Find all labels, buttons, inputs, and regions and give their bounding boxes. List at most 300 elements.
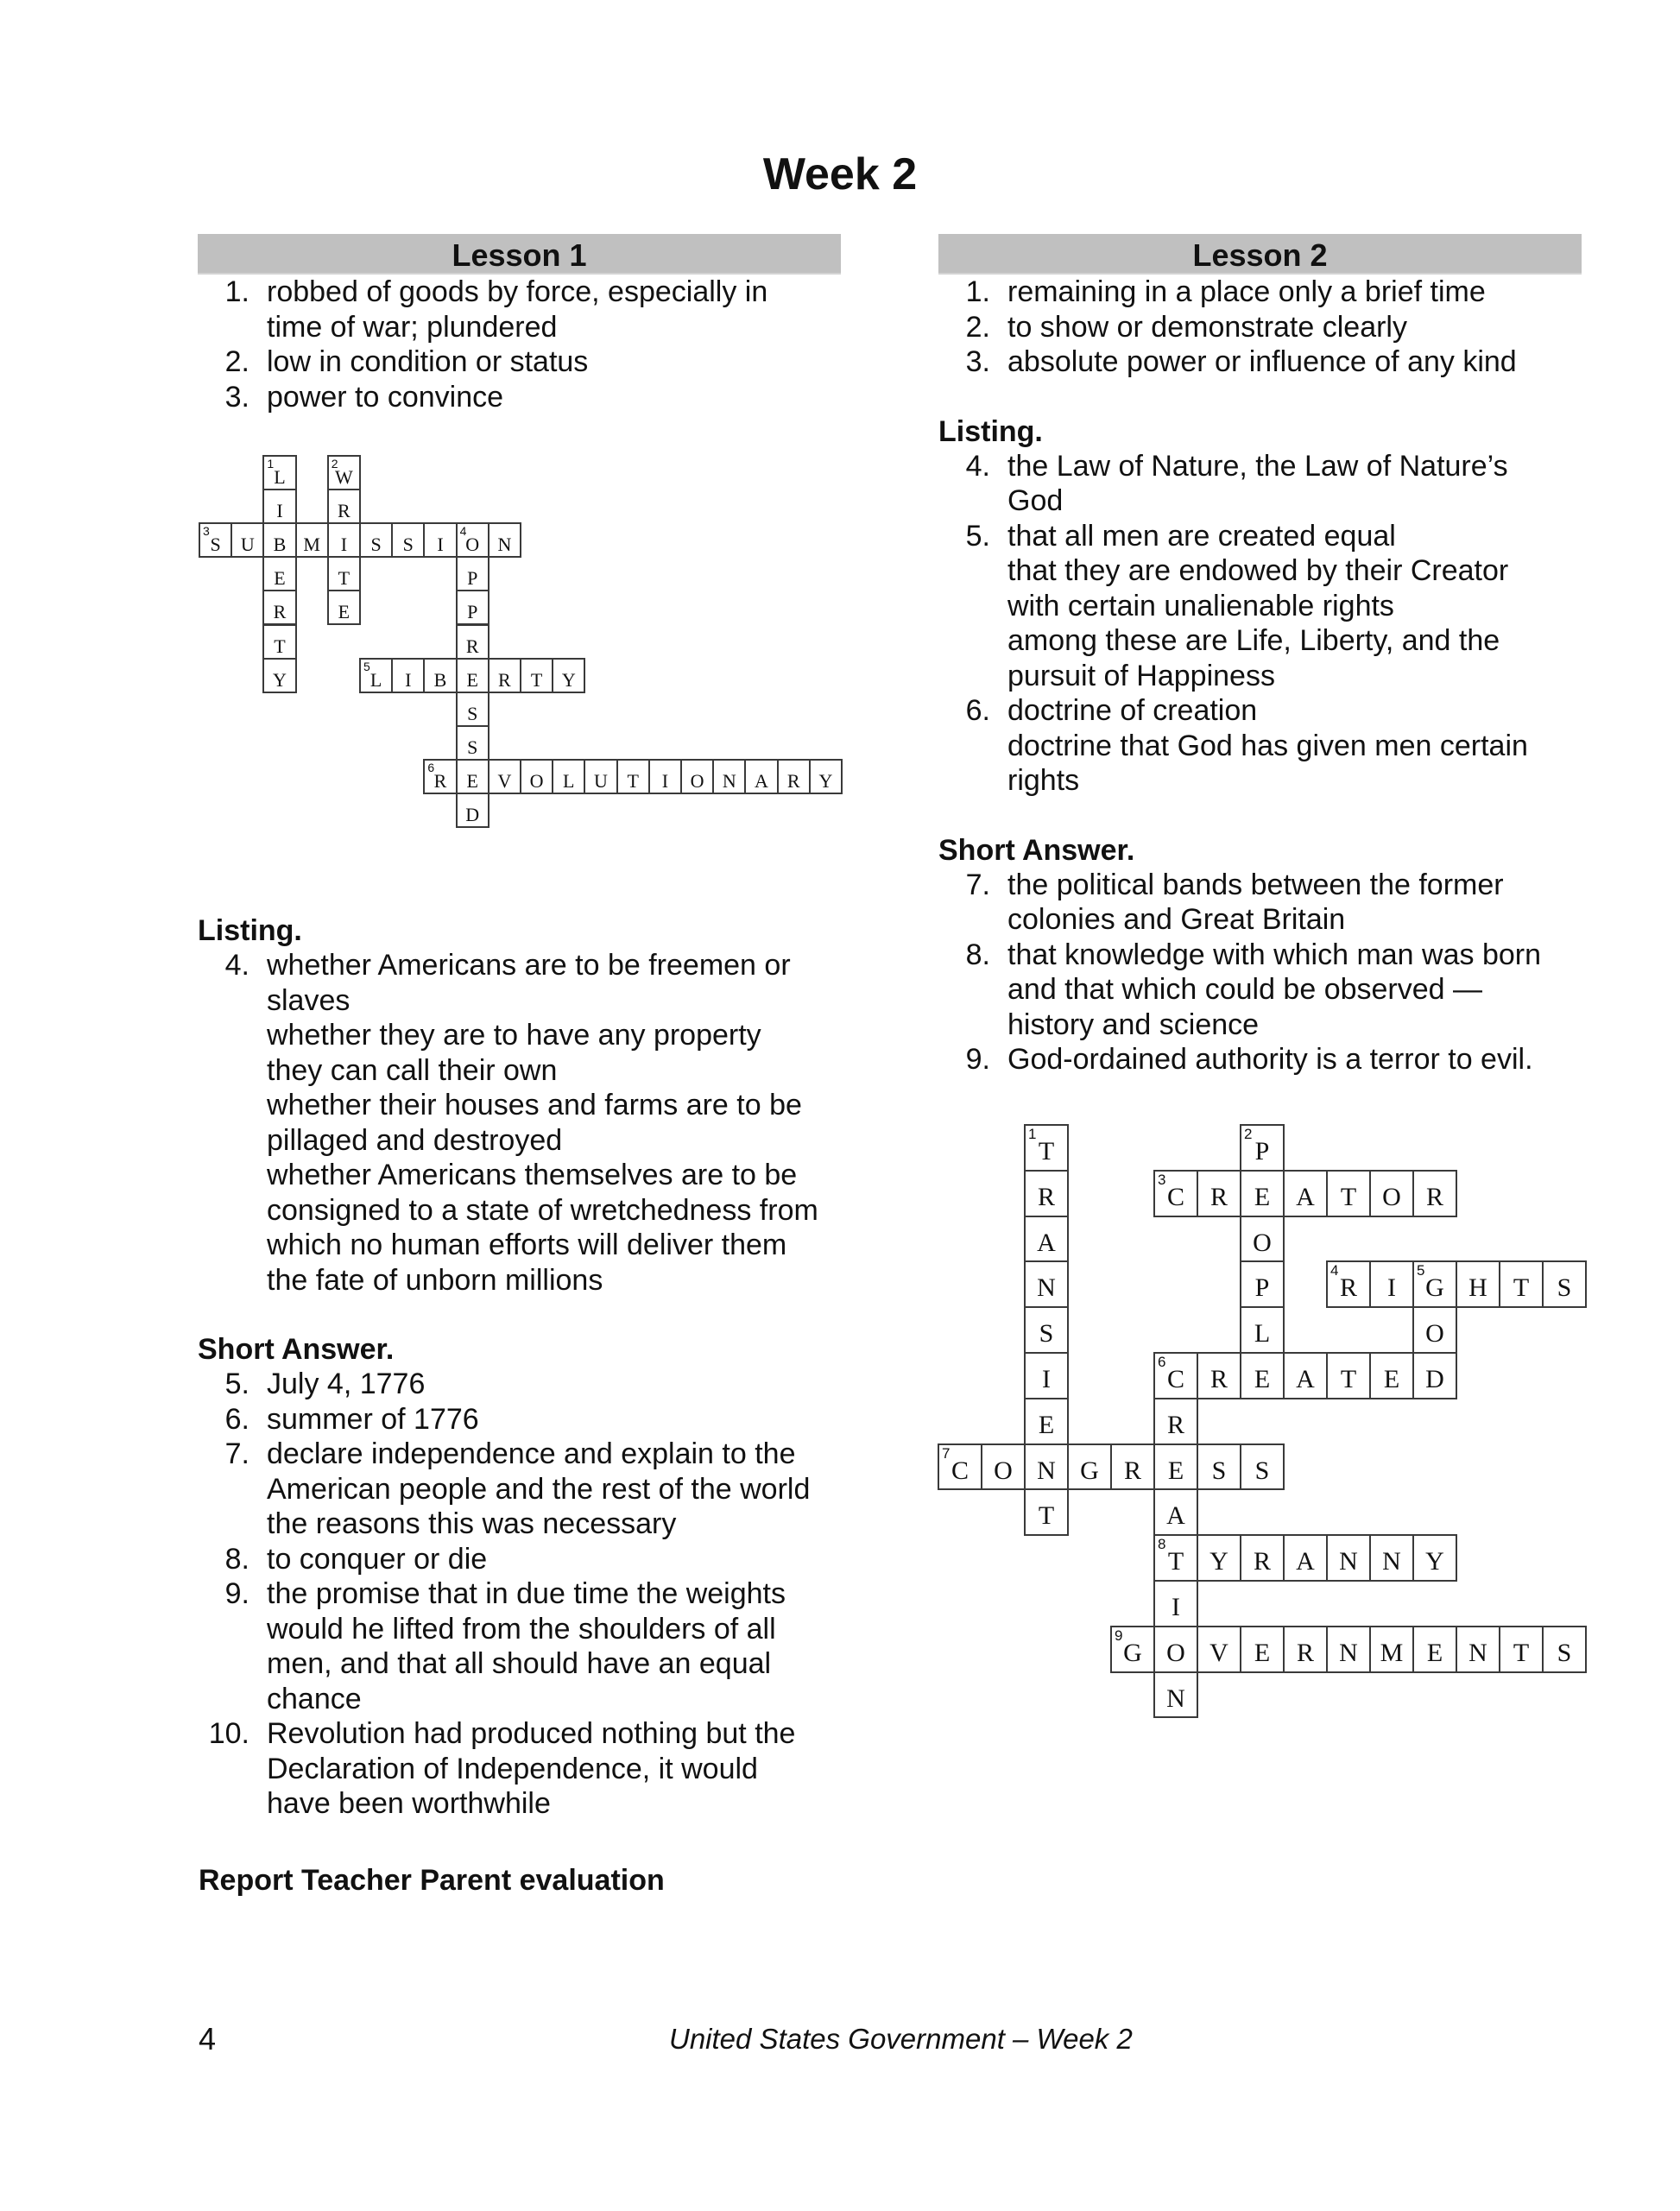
- lesson-1-vocab-list: [198, 275, 841, 414]
- crossword-letter: S: [467, 736, 478, 758]
- crossword-cell: [1326, 1260, 1371, 1308]
- crossword-cell: [327, 489, 361, 524]
- crossword-letter: I: [340, 534, 348, 556]
- crossword-cell: [1197, 1626, 1241, 1673]
- crossword-cell: [1024, 1170, 1069, 1217]
- item-text-line: American people and the rest of the world: [267, 1472, 811, 1506]
- crossword-letter: L: [369, 668, 382, 691]
- crossword-letter: E: [466, 769, 478, 792]
- list-item: [938, 344, 1582, 380]
- item-text-line: summer of 1776: [267, 1402, 479, 1436]
- crossword-clue-number: 6: [427, 760, 435, 774]
- crossword-cell: [1110, 1443, 1155, 1491]
- crossword-letter: Y: [561, 668, 576, 691]
- list-item: [198, 1402, 841, 1437]
- item-text-line: God-ordained authority is a terror to evil.: [1007, 1043, 1533, 1076]
- item-text-line: robbed of goods by force, especially in: [267, 275, 768, 308]
- item-text-line: pillaged and destroyed: [267, 1123, 563, 1157]
- crossword-letter: N: [1339, 1547, 1358, 1576]
- crossword-cell: [1024, 1398, 1069, 1445]
- lesson-2-listing-title: Listing.: [938, 414, 1043, 448]
- crossword-letter: I: [1387, 1273, 1396, 1303]
- crossword-letter: A: [1296, 1182, 1315, 1211]
- lesson-1-header: Lesson 1: [198, 234, 841, 275]
- crossword-cell: [423, 658, 457, 693]
- crossword-cell: [295, 522, 329, 558]
- crossword-letter: T: [1340, 1182, 1357, 1211]
- crossword-letter: C: [1166, 1182, 1184, 1211]
- crossword-cell: [1024, 1260, 1069, 1308]
- crossword-cell: [777, 759, 811, 794]
- crossword-letter: A: [1296, 1365, 1315, 1393]
- crossword-cell: [1326, 1534, 1371, 1582]
- crossword-cell: [1153, 1488, 1198, 1536]
- crossword-cell: [1024, 1352, 1069, 1399]
- item-number: 8.: [224, 1542, 249, 1576]
- crossword-cell: [262, 590, 296, 625]
- item-text-line: and that which could be observed —: [1007, 973, 1483, 1006]
- crossword-letter: A: [1037, 1228, 1056, 1257]
- crossword-cell: [520, 759, 553, 794]
- item-text-line: low in condition or status: [267, 345, 589, 378]
- crossword-clue-number: 6: [1158, 1354, 1166, 1370]
- item-text-line: that knowledge with which man was born: [1007, 938, 1541, 971]
- crossword-letter: C: [951, 1456, 969, 1485]
- crossword-letter: A: [1166, 1501, 1185, 1531]
- crossword-cell: [327, 590, 361, 625]
- item-number: 1.: [224, 275, 249, 308]
- item-number: 9.: [224, 1577, 249, 1610]
- crossword-cell: [1240, 1170, 1285, 1217]
- crossword-letter: E: [338, 601, 351, 623]
- item-number: 8.: [965, 938, 990, 971]
- crossword-cell: [262, 455, 296, 490]
- crossword-letter: O: [1166, 1638, 1185, 1667]
- crossword-cell: [262, 556, 296, 591]
- crossword-letter: N: [497, 534, 512, 556]
- crossword-letter: G: [1080, 1456, 1099, 1485]
- crossword-letter: Y: [273, 668, 287, 691]
- list-item: [938, 868, 1582, 938]
- crossword-letter: O: [529, 769, 544, 792]
- crossword-letter: S: [1557, 1273, 1572, 1303]
- crossword-letter: S: [210, 534, 221, 556]
- crossword-cell: [1197, 1170, 1241, 1217]
- item-text-line: whether Americans themselves are to be: [267, 1159, 798, 1191]
- crossword-cell: [327, 455, 361, 490]
- item-text-line: would he lifted from the shoulders of all: [267, 1612, 776, 1646]
- item-text-line: colonies and Great Britain: [1007, 903, 1346, 936]
- footer-title: United States Government – Week 2: [669, 2023, 1133, 2055]
- crossword-letter: L: [1254, 1319, 1271, 1349]
- crossword-cell: [1412, 1306, 1457, 1354]
- item-number: 6.: [224, 1402, 249, 1436]
- crossword-letter: E: [1038, 1410, 1055, 1439]
- report-evaluation-label: Report Teacher Parent evaluation: [199, 1864, 665, 1897]
- lesson-2-listing-list: [938, 449, 1582, 799]
- crossword-cell: [1153, 1671, 1198, 1719]
- crossword-cell: [1240, 1534, 1285, 1582]
- crossword-cell: [552, 658, 585, 693]
- crossword-cell: [488, 759, 521, 794]
- crossword-letter: R: [498, 668, 511, 691]
- crossword-letter: O: [465, 534, 480, 556]
- item-text-line: have been worthwhile: [267, 1787, 551, 1820]
- item-text-line: the fate of unborn millions: [267, 1263, 603, 1297]
- crossword-letter: O: [1382, 1182, 1401, 1211]
- crossword-cell: [391, 522, 425, 558]
- crossword-cell: [1024, 1216, 1069, 1263]
- crossword-letter: N: [722, 769, 736, 792]
- crossword-letter: T: [1167, 1547, 1184, 1576]
- crossword-letter: I: [1042, 1365, 1051, 1393]
- crossword-letter: E: [466, 668, 478, 691]
- list-item: [198, 948, 841, 1298]
- crossword-letter: O: [690, 769, 704, 792]
- crossword-cell: [1024, 1306, 1069, 1354]
- list-item: [938, 519, 1582, 694]
- item-text-line: that all men are created equal: [1007, 519, 1396, 553]
- crossword-cell: [456, 759, 489, 794]
- crossword-letter: S: [370, 534, 382, 556]
- crossword-letter: V: [497, 769, 512, 792]
- crossword-cell: [456, 590, 489, 625]
- crossword-cell: [359, 658, 393, 693]
- crossword-cell: [1153, 1398, 1198, 1445]
- crossword-letter: S: [467, 702, 478, 724]
- crossword-cell: [456, 725, 489, 761]
- item-number: 5.: [224, 1368, 249, 1400]
- crossword-letter: R: [1253, 1547, 1271, 1576]
- crossword-letter: I: [405, 668, 412, 691]
- crossword-letter: D: [465, 804, 480, 825]
- crossword-letter: B: [273, 534, 287, 556]
- item-text-line: history and science: [1007, 1008, 1260, 1041]
- crossword-cell: [1456, 1260, 1500, 1308]
- list-item: [198, 1716, 841, 1822]
- item-text-line: chance: [267, 1682, 362, 1715]
- crossword-letter: T: [1038, 1501, 1055, 1531]
- crossword-cell: [456, 658, 489, 693]
- crossword-letter: L: [274, 466, 286, 488]
- crossword-letter: Y: [818, 769, 833, 792]
- item-text-line: with certain unalienable rights: [1007, 589, 1394, 622]
- crossword-cell: [1153, 1352, 1198, 1399]
- crossword-cell: [327, 556, 361, 591]
- crossword-cell: [520, 658, 553, 693]
- crossword-letter: M: [1380, 1638, 1404, 1667]
- crossword-letter: P: [1254, 1137, 1270, 1166]
- lesson-1-column: [198, 234, 841, 414]
- crossword-cell: [1153, 1534, 1198, 1582]
- item-text-line: rights: [1007, 764, 1080, 797]
- list-item: [198, 1542, 841, 1577]
- page-title: Week 2: [762, 149, 918, 199]
- item-text-line: Declaration of Independence, it would: [267, 1752, 758, 1785]
- item-text-line: they can call their own: [267, 1053, 558, 1087]
- crossword-letter: R: [1296, 1638, 1314, 1667]
- crossword-letter: R: [1123, 1456, 1141, 1485]
- crossword-cell: [1240, 1626, 1285, 1673]
- crossword-cell: [648, 759, 682, 794]
- item-text-line: declare independence and explain to the: [267, 1437, 796, 1470]
- crossword-letter: R: [1209, 1365, 1228, 1393]
- crossword-cell: [1456, 1626, 1500, 1673]
- crossword-cell: [938, 1443, 982, 1491]
- lesson-2-vocab-list: [938, 275, 1582, 380]
- crossword-clue-number: 2: [331, 457, 338, 471]
- crossword-cell: [1499, 1260, 1544, 1308]
- crossword-letter: R: [465, 635, 479, 657]
- crossword-letter: Y: [1425, 1547, 1444, 1576]
- crossword-letter: E: [274, 567, 286, 590]
- page-number: 4: [199, 2021, 217, 2056]
- crossword-cell: [584, 759, 617, 794]
- crossword-letter: N: [1468, 1638, 1487, 1667]
- item-number: 4.: [965, 449, 990, 483]
- crossword-cell: [1412, 1352, 1457, 1399]
- crossword-cell: [262, 489, 296, 524]
- crossword-letter: R: [1425, 1182, 1443, 1211]
- crossword-cell: [1197, 1443, 1241, 1491]
- crossword-letter: R: [273, 601, 287, 623]
- crossword-letter: T: [274, 635, 286, 657]
- list-item: [198, 275, 841, 344]
- crossword-cell: [488, 522, 521, 558]
- item-text-line: absolute power or influence of any kind: [1007, 345, 1517, 378]
- item-text-line: July 4, 1776: [267, 1368, 426, 1400]
- crossword-cell: [1153, 1443, 1198, 1491]
- crossword-letter: T: [627, 769, 639, 792]
- crossword-letter: A: [1296, 1547, 1315, 1576]
- crossword-cell: [423, 522, 457, 558]
- crossword-letter: H: [1468, 1273, 1487, 1303]
- lesson-1-short-answer-list: [198, 1367, 841, 1822]
- crossword-cell: [1542, 1626, 1587, 1673]
- list-item: [198, 1437, 841, 1542]
- crossword-cell: [1369, 1534, 1414, 1582]
- crossword-cell: [1024, 1488, 1069, 1536]
- item-text-line: consigned to a state of wretchedness from: [267, 1193, 818, 1227]
- crossword-letter: E: [1426, 1638, 1443, 1667]
- lesson-1-listing-title: Listing.: [198, 914, 302, 947]
- crossword-cell: [1153, 1580, 1198, 1627]
- crossword-letter: S: [1557, 1638, 1572, 1667]
- crossword-cell: [712, 759, 746, 794]
- crossword-letter: U: [594, 769, 608, 792]
- item-text-line: remaining in a place only a brief time: [1007, 275, 1486, 308]
- item-text-line: God: [1007, 484, 1064, 517]
- crossword-letter: E: [1167, 1456, 1184, 1485]
- list-item: [938, 938, 1582, 1043]
- crossword-letter: R: [1037, 1182, 1055, 1211]
- list-item: [198, 380, 841, 415]
- crossword-cell: [1412, 1170, 1457, 1217]
- item-text-line: men, and that all should have an equal: [267, 1647, 772, 1680]
- crossword-cell: [1369, 1170, 1414, 1217]
- item-text-line: power to convince: [267, 380, 504, 414]
- lesson-1-short-answer-title: Short Answer.: [198, 1333, 395, 1366]
- crossword-cell: [1326, 1170, 1371, 1217]
- crossword-cell: [1197, 1534, 1241, 1582]
- crossword-letter: R: [1166, 1410, 1184, 1439]
- item-number: 7.: [965, 868, 990, 901]
- list-item: [938, 275, 1582, 310]
- crossword-letter: R: [338, 500, 351, 522]
- crossword-letter: E: [1383, 1365, 1400, 1393]
- crossword-cell: [1067, 1443, 1112, 1491]
- crossword-letter: Y: [1209, 1547, 1228, 1576]
- item-text-line: the Law of Nature, the Law of Nature’s: [1007, 449, 1508, 483]
- crossword-cell: [456, 556, 489, 591]
- item-text-line: which no human efforts will deliver them: [267, 1229, 787, 1261]
- crossword-cell: [981, 1443, 1026, 1491]
- crossword-letter: O: [1253, 1228, 1272, 1257]
- list-item: [198, 344, 841, 380]
- crossword-cell: [327, 522, 361, 558]
- crossword-letter: U: [240, 534, 255, 556]
- crossword-cell: [680, 759, 714, 794]
- list-item: [938, 693, 1582, 799]
- crossword-letter: L: [563, 769, 575, 792]
- crossword-letter: R: [786, 769, 800, 792]
- crossword-cell: [1024, 1124, 1069, 1172]
- crossword-cell: [391, 658, 425, 693]
- item-text-line: whether Americans are to be freemen or: [267, 949, 791, 982]
- item-text-line: the reasons this was necessary: [267, 1507, 677, 1540]
- item-text-line: whether they are to have any property: [267, 1019, 761, 1052]
- crossword-cell: [456, 624, 489, 660]
- item-text-line: doctrine of creation: [1007, 694, 1258, 727]
- crossword-cell: [1412, 1534, 1457, 1582]
- crossword-cell: [1240, 1352, 1285, 1399]
- lesson-2-header: Lesson 2: [938, 234, 1582, 275]
- lesson-2-short-answer-list: [938, 868, 1582, 1077]
- crossword-cell: [1326, 1352, 1371, 1399]
- list-item: [938, 449, 1582, 519]
- crossword-letter: E: [1254, 1365, 1271, 1393]
- item-text-line: whether their houses and farms are to be: [267, 1089, 802, 1121]
- crossword-letter: S: [402, 534, 414, 556]
- crossword-cell: [456, 692, 489, 727]
- item-text-line: Revolution had produced nothing but the: [267, 1717, 796, 1750]
- crossword-letter: N: [1037, 1273, 1056, 1303]
- crossword-clue-number: 7: [942, 1444, 951, 1462]
- crossword-clue-number: 4: [1330, 1262, 1339, 1279]
- item-text-line: among these are Life, Liberty, and the: [1007, 624, 1500, 657]
- crossword-clue-number: 9: [1115, 1627, 1123, 1644]
- crossword-cell: [1326, 1626, 1371, 1673]
- lesson-1-listing-list: [198, 948, 841, 1298]
- crossword-letter: R: [433, 769, 447, 792]
- crossword-letter: S: [1254, 1456, 1270, 1485]
- crossword-letter: N: [1037, 1456, 1056, 1485]
- crossword-cell: [231, 522, 264, 558]
- crossword-letter: T: [338, 567, 351, 590]
- crossword-cell: [456, 522, 489, 558]
- crossword-letter: R: [1339, 1273, 1357, 1303]
- crossword-cell: [1369, 1260, 1414, 1308]
- item-number: 2.: [965, 310, 990, 344]
- crossword-cell: [262, 658, 296, 693]
- crossword-cell: [1283, 1170, 1328, 1217]
- crossword-cell: [1197, 1352, 1241, 1399]
- crossword-letter: T: [1340, 1365, 1357, 1393]
- item-text-line: slaves: [267, 983, 351, 1017]
- item-number: 3.: [224, 380, 249, 414]
- crossword-cell: [1283, 1534, 1328, 1582]
- item-number: 3.: [965, 345, 990, 378]
- crossword-letter: E: [1254, 1182, 1271, 1211]
- lesson-2-column: [938, 234, 1582, 1077]
- crossword-cell: [1369, 1352, 1414, 1399]
- crossword-letter: R: [1209, 1182, 1228, 1211]
- crossword-cell: [423, 759, 457, 794]
- crossword-cell: [1240, 1124, 1285, 1172]
- crossword-cell: [1412, 1260, 1457, 1308]
- crossword-cell: [359, 522, 393, 558]
- crossword-letter: D: [1425, 1365, 1444, 1393]
- crossword-letter: O: [1425, 1319, 1444, 1349]
- list-item: [938, 1042, 1582, 1077]
- crossword-clue-number: 5: [363, 659, 370, 673]
- crossword-clue-number: 5: [1417, 1262, 1425, 1279]
- crossword-cell: [1542, 1260, 1587, 1308]
- crossword-letter: T: [1513, 1273, 1530, 1303]
- item-text-line: to show or demonstrate clearly: [1007, 310, 1407, 344]
- crossword-clue-number: 8: [1158, 1536, 1166, 1553]
- crossword-letter: P: [1254, 1273, 1270, 1303]
- crossword-cell: [1283, 1626, 1328, 1673]
- item-number: 9.: [965, 1043, 990, 1076]
- item-number: 5.: [965, 519, 990, 553]
- item-text-line: the promise that in due time the weights: [267, 1577, 786, 1610]
- crossword-letter: N: [1166, 1684, 1185, 1713]
- crossword-letter: T: [530, 668, 543, 691]
- crossword-cell: [456, 793, 489, 828]
- crossword-letter: I: [437, 534, 444, 556]
- crossword-letter: G: [1123, 1638, 1142, 1667]
- crossword-clue-number: 1: [1028, 1126, 1037, 1142]
- crossword-letter: M: [303, 534, 320, 556]
- item-text-line: the political bands between the former: [1007, 868, 1504, 901]
- list-item: [938, 310, 1582, 345]
- crossword-cell: [1153, 1626, 1198, 1673]
- crossword-cell: [1240, 1306, 1285, 1354]
- crossword-cell: [1153, 1170, 1198, 1217]
- crossword-clue-number: 3: [203, 524, 210, 539]
- crossword-clue-number: 4: [459, 524, 467, 539]
- crossword-cell: [199, 522, 232, 558]
- crossword-letter: S: [1211, 1456, 1227, 1485]
- crossword-letter: W: [335, 466, 353, 488]
- crossword-clue-number: 2: [1244, 1126, 1253, 1142]
- crossword-cell: [262, 624, 296, 660]
- crossword-letter: B: [433, 668, 447, 691]
- crossword-letter: V: [1209, 1638, 1228, 1667]
- item-number: 2.: [224, 345, 249, 378]
- crossword-cell: [1240, 1216, 1285, 1263]
- item-text-line: to conquer or die: [267, 1542, 488, 1576]
- crossword-letter: I: [661, 769, 669, 792]
- item-text-line: that they are endowed by their Creator: [1007, 554, 1509, 587]
- crossword-letter: N: [1382, 1547, 1401, 1576]
- crossword-cell: [488, 658, 521, 693]
- item-text-line: time of war; plundered: [267, 310, 558, 344]
- crossword-letter: T: [1513, 1638, 1530, 1667]
- crossword-cell: [1412, 1626, 1457, 1673]
- crossword-letter: C: [1166, 1365, 1184, 1393]
